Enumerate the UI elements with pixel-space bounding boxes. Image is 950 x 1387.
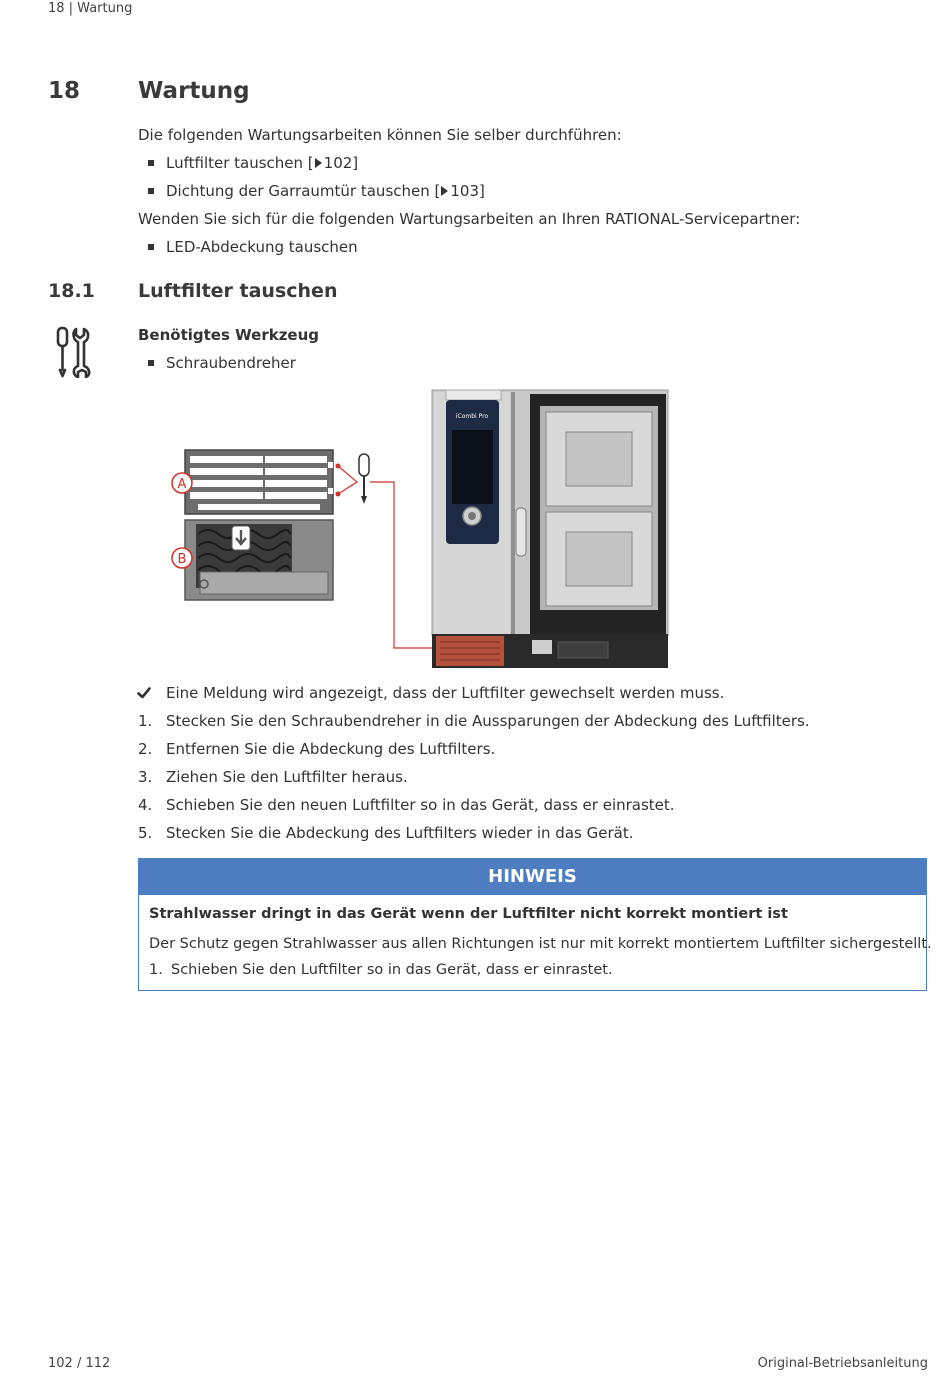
precondition-text: Eine Meldung wird angezeigt, dass der Luftfilter gewechselt werden muss.	[166, 684, 725, 702]
callout-b-label: B	[177, 552, 187, 567]
screwdriver-illustration	[359, 454, 369, 504]
page-ref[interactable]: 102]	[323, 154, 359, 172]
page-number: 102 / 112	[48, 1356, 111, 1371]
notice-title: HINWEIS	[139, 859, 926, 895]
notice-step-text: Schieben Sie den Luftfilter so in das Gerät, dass er einrastet.	[171, 962, 613, 978]
callout-a-label: A	[177, 477, 187, 492]
step-text: Entfernen Sie die Abdeckung des Luftfilters.	[166, 740, 496, 758]
chapter-number: 18	[48, 78, 81, 104]
notice-text: Der Schutz gegen Strahlwasser aus allen Richtungen ist nur mit korrekt montiertem Luftfilter sichergestellt.	[149, 936, 932, 952]
chapter-title: Wartung	[138, 78, 250, 104]
bullet	[148, 360, 154, 366]
oven-panel-brand: iCombi Pro	[455, 413, 489, 420]
oven-illustration	[432, 390, 668, 668]
air-filter-figure	[160, 384, 680, 674]
filter-housing-illustration	[185, 520, 333, 600]
intro-item-2[interactable]	[166, 182, 485, 200]
notice-heading: Strahlwasser dringt in das Gerät wenn der Luftfilter nicht korrekt montiert ist	[149, 906, 788, 922]
page-ref-arrow-icon	[441, 186, 448, 196]
notice-step-number: 1.	[149, 962, 163, 978]
step-text: Stecken Sie den Schraubendreher in die Aussparungen der Abdeckung des Luftfilters.	[166, 712, 810, 730]
page-ref-arrow-icon	[315, 158, 322, 168]
step-number: 2.	[138, 740, 153, 758]
bullet	[148, 160, 154, 166]
tools-heading: Benötigtes Werkzeug	[138, 326, 320, 344]
notice-box	[138, 858, 932, 991]
document-name: Original-Betriebsanleitung	[757, 1356, 928, 1371]
step-text: Stecken Sie die Abdeckung des Luftfilters wieder in das Gerät.	[166, 824, 634, 842]
bullet	[148, 244, 154, 250]
step-number: 5.	[138, 824, 153, 842]
filter-cover-illustration	[185, 450, 333, 514]
service-item: LED-Abdeckung tauschen	[166, 238, 358, 256]
step-text: Ziehen Sie den Luftfilter heraus.	[166, 768, 408, 786]
intro-text: Die folgenden Wartungsarbeiten können Sie selber durchführen:	[138, 126, 622, 144]
step-number: 4.	[138, 796, 153, 814]
intro-item-label: Dichtung der Garraumtür tauschen [	[166, 182, 441, 200]
step-number: 1.	[138, 712, 153, 730]
bullet	[148, 188, 154, 194]
intro-item-1[interactable]	[166, 154, 358, 172]
tool-item: Schraubendreher	[166, 354, 296, 372]
section-number: 18.1	[48, 280, 95, 302]
tools-icon	[54, 326, 94, 378]
checkmark-icon	[137, 686, 151, 700]
step-text: Schieben Sie den neuen Luftfilter so in das Gerät, dass er einrastet.	[166, 796, 675, 814]
intro-item-label: Luftfilter tauschen [	[166, 154, 314, 172]
section-title: Luftfilter tauschen	[138, 280, 338, 302]
running-head: 18 | Wartung	[48, 1, 133, 16]
page-ref[interactable]: 103]	[450, 182, 485, 200]
step-number: 3.	[138, 768, 153, 786]
service-text: Wenden Sie sich für die folgenden Wartungsarbeiten an Ihren RATIONAL-Servicepartner:	[138, 210, 801, 228]
